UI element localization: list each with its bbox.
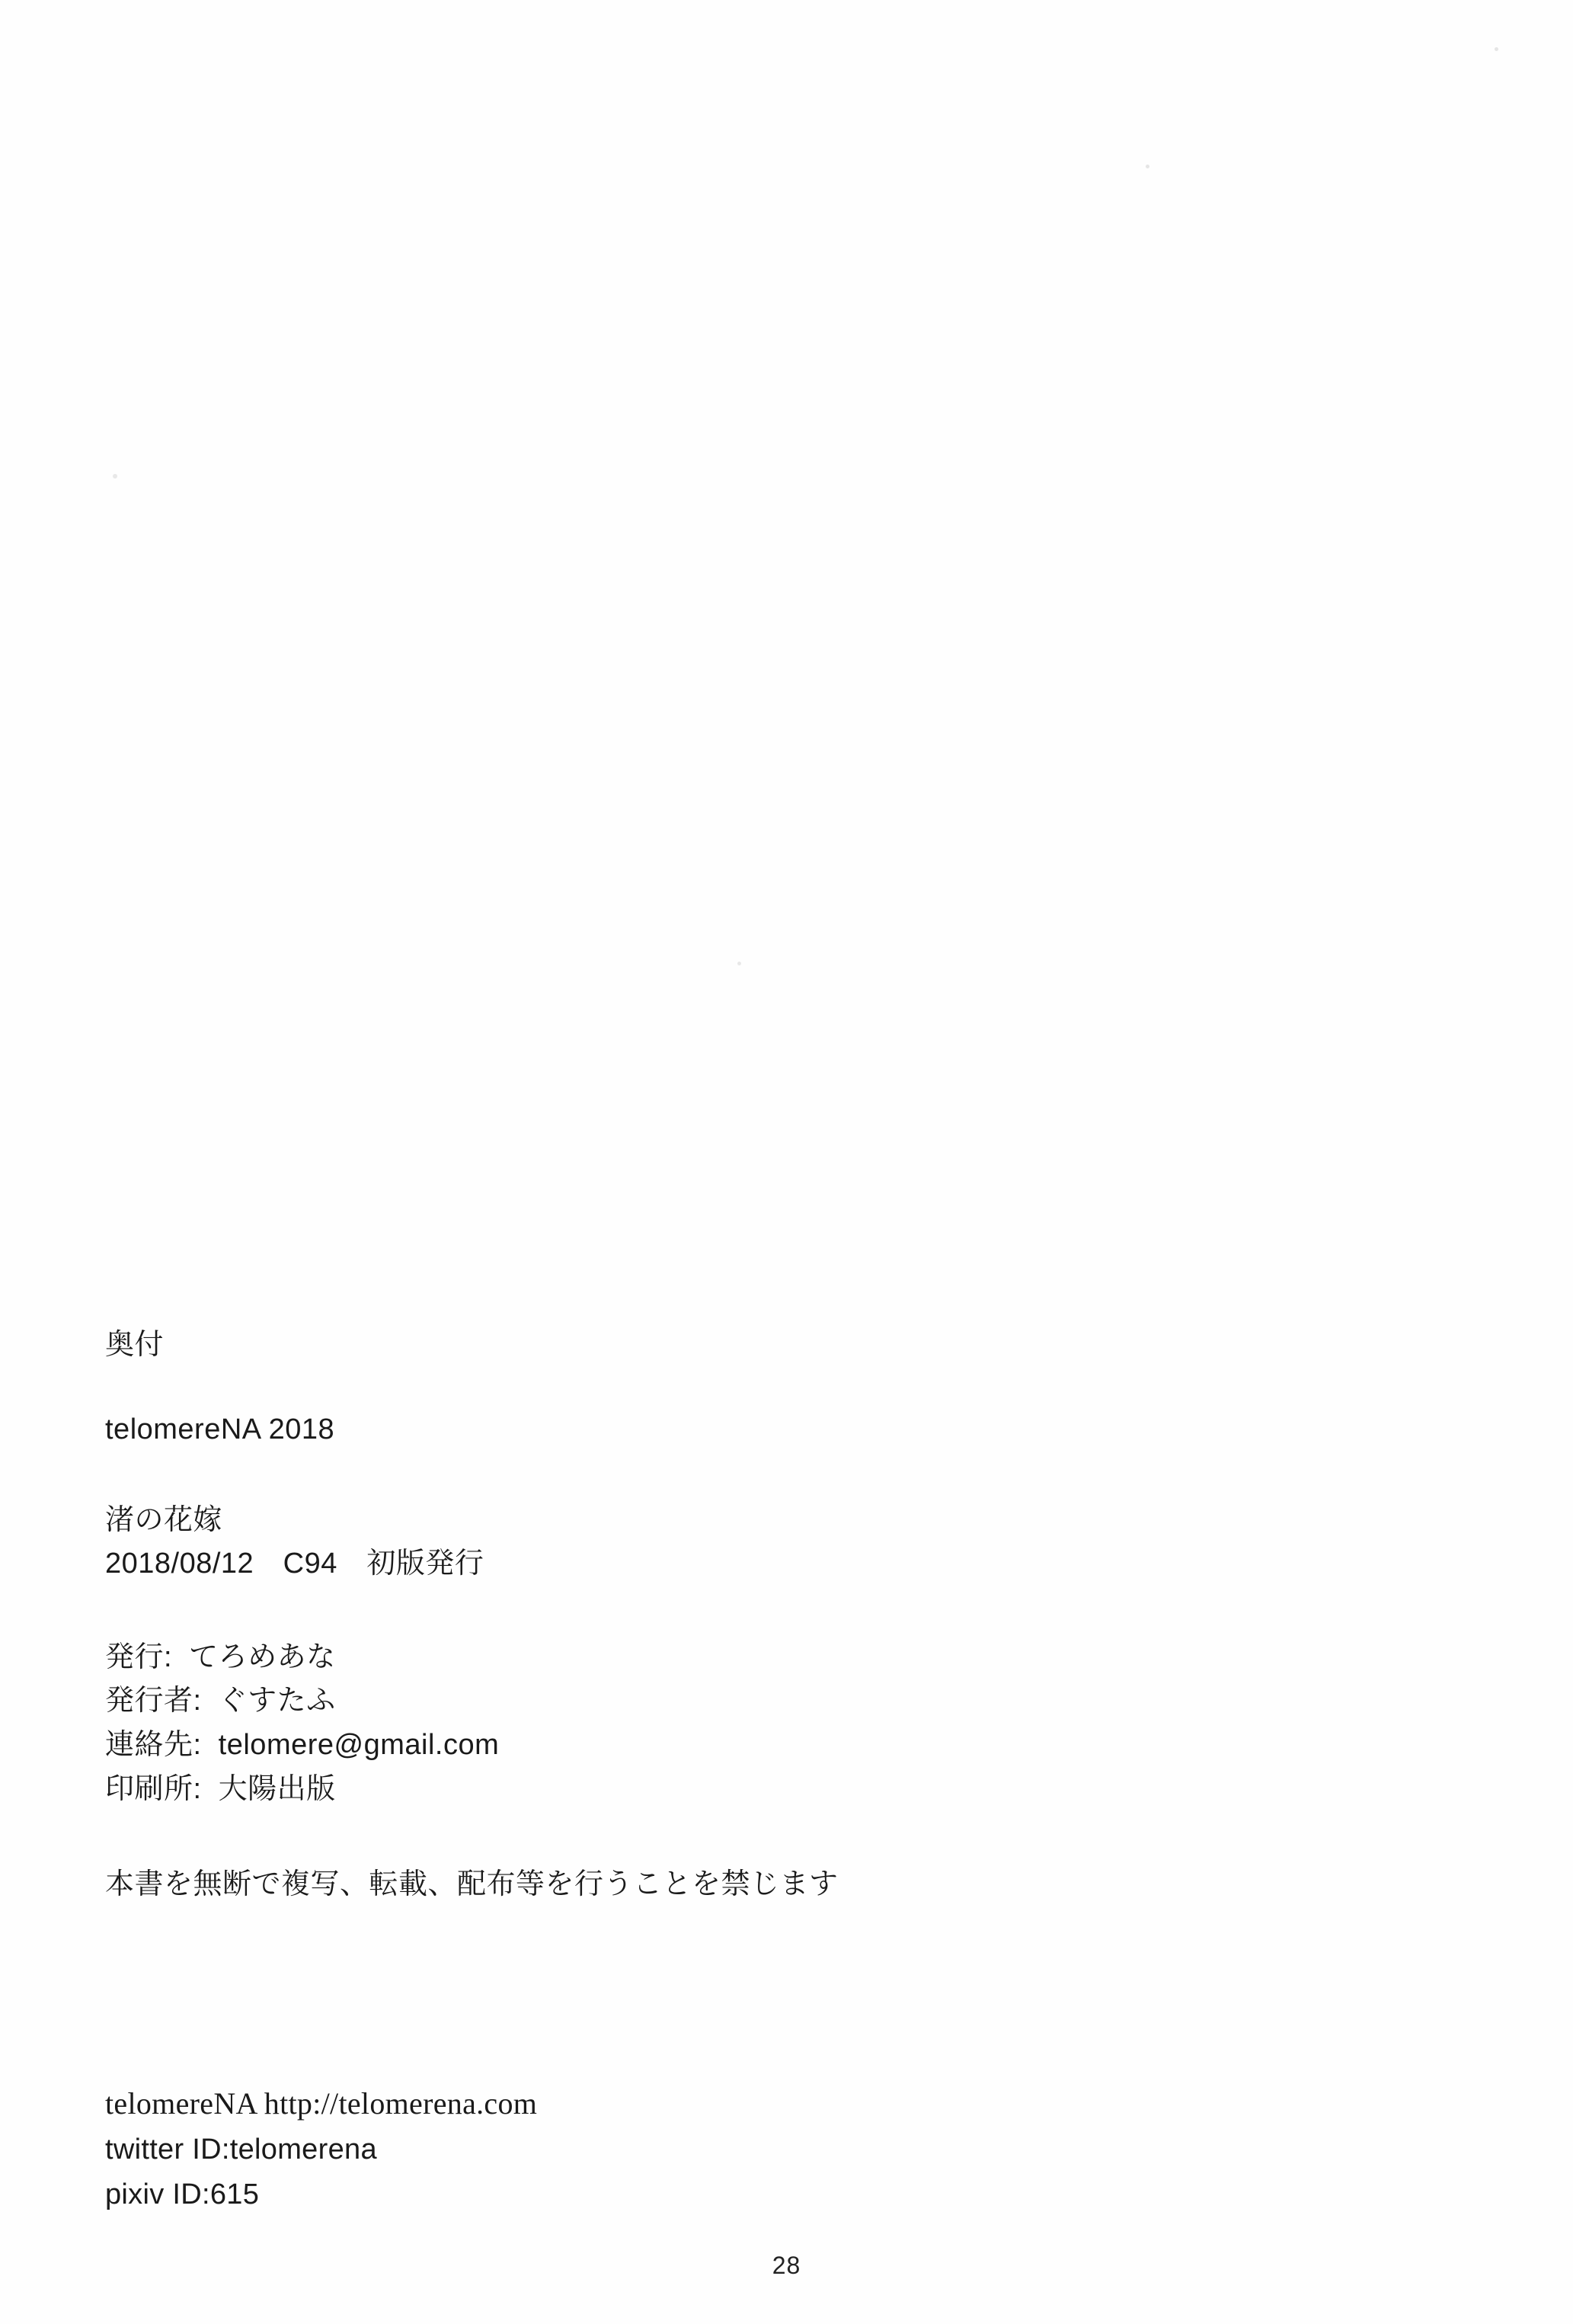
credit-author: 発行者: ぐすたふ <box>105 1685 336 1717</box>
colophon-section <box>105 1326 943 1906</box>
paper-speck <box>1495 47 1498 51</box>
work-title: 渚の花嫁 <box>105 1503 223 1536</box>
work-release-date: 2018/08/12 C94 初版発行 <box>105 1547 484 1580</box>
work-info <box>105 1499 943 1586</box>
colophon-heading: 奥付 <box>105 1329 165 1361</box>
credit-publisher: 発行: てろめあな <box>105 1641 336 1673</box>
contact-links <box>105 2080 943 2217</box>
website-link: telomereNA http://telomerena.com <box>105 2086 538 2121</box>
page-number: 28 <box>772 2252 801 2279</box>
credit-contact: 連絡先: telomere@gmail.com <box>105 1729 500 1762</box>
credits-list <box>105 1636 943 1812</box>
imprint-line: telomereNA 2018 <box>105 1413 335 1446</box>
paper-speck <box>1146 165 1149 168</box>
paper-speck <box>737 962 741 965</box>
twitter-handle: twitter ID:telomerena <box>105 2134 377 2166</box>
credit-printer: 印刷所: 大陽出版 <box>105 1772 336 1805</box>
copyright-notice: 本書を無断で複写、転載、配布等を行うことを禁じます <box>105 1868 839 1900</box>
pixiv-id: pixiv ID:615 <box>105 2178 260 2210</box>
paper-speck <box>113 474 117 479</box>
